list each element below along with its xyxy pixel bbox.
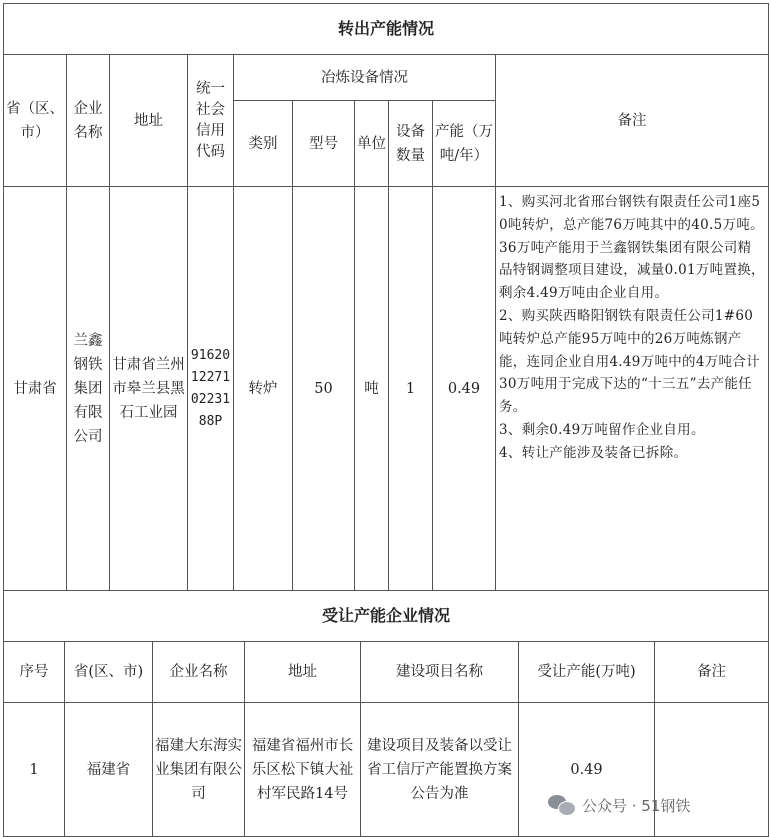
cell-credit-code: 91620122710223188P (188, 187, 234, 591)
header2-company: 企业名称 (153, 642, 245, 703)
header-province: 省（区、市） (4, 55, 67, 187)
header-equipment-group: 冶炼设备情况 (234, 55, 496, 101)
cell-address: 甘肃省兰州市皋兰县黑石工业园 (110, 187, 188, 591)
remark-item-2: 2、购买陕西略阳钢铁有限责任公司1#60吨转炉总产能95万吨中的26万吨炼钢产能，连同企业自用4.49万吨中的4万吨合计30万吨用于完成下达的“十三五”去产能任务。 (499, 307, 760, 416)
header-unit: 单位 (355, 101, 389, 187)
section2-title: 受让产能企业情况 (4, 591, 769, 642)
header-address: 地址 (110, 55, 188, 187)
cell2-capacity: 0.49 (519, 703, 655, 837)
header-remark: 备注 (496, 55, 769, 187)
watermark-text: 公众号 · 51钢铁 (582, 796, 691, 815)
watermark (548, 790, 763, 820)
cell2-province: 福建省 (65, 703, 153, 837)
cell2-project: 建设项目及装备以受让省工信厅产能置换方案公告为准 (361, 703, 519, 837)
header-quantity: 设备数量 (389, 101, 433, 187)
cell-quantity: 1 (389, 187, 433, 591)
cell-remark (496, 187, 769, 591)
cell-unit: 吨 (355, 187, 389, 591)
cell-province: 甘肃省 (4, 187, 67, 591)
capacity-table-page (3, 3, 768, 837)
header-model: 型号 (293, 101, 355, 187)
remark-item-3: 3、剩余0.49万吨留作企业自用。 (499, 421, 705, 438)
header-category: 类别 (234, 101, 293, 187)
cell-capacity: 0.49 (433, 187, 496, 591)
header2-index: 序号 (4, 642, 65, 703)
header2-remark: 备注 (655, 642, 769, 703)
header2-capacity: 受让产能(万吨) (519, 642, 655, 703)
cell2-index: 1 (4, 703, 65, 837)
header-capacity: 产能（万吨/年） (433, 101, 496, 187)
header2-province: 省(区、市) (65, 642, 153, 703)
header2-project: 建设项目名称 (361, 642, 519, 703)
wechat-icon (548, 794, 576, 816)
capacity-transfer-table (3, 3, 769, 591)
cell-category: 转炉 (234, 187, 293, 591)
cell2-address: 福建省福州市长乐区松下镇大祉村军民路14号 (245, 703, 361, 837)
remark-item-4: 4、转让产能涉及装备已拆除。 (499, 444, 688, 461)
header-credit-code: 统一社会信用代码 (188, 55, 234, 187)
section1-title: 转出产能情况 (4, 4, 769, 55)
cell-model: 50 (293, 187, 355, 591)
header2-address: 地址 (245, 642, 361, 703)
cell2-company: 福建大东海实业集团有限公司 (153, 703, 245, 837)
cell-company: 兰鑫钢铁集团有限公司 (67, 187, 110, 591)
header-company: 企业名称 (67, 55, 110, 187)
remark-item-1: 1、购买河北省邢台钢铁有限责任公司1座50吨转炉，总产能76万吨其中的40.5万吨。36万吨产能用于兰鑫钢铁集团有限公司精品特钢调整项目建设，减量0.01万吨置换，剩余4.49万吨由企业自用。 (499, 194, 765, 302)
